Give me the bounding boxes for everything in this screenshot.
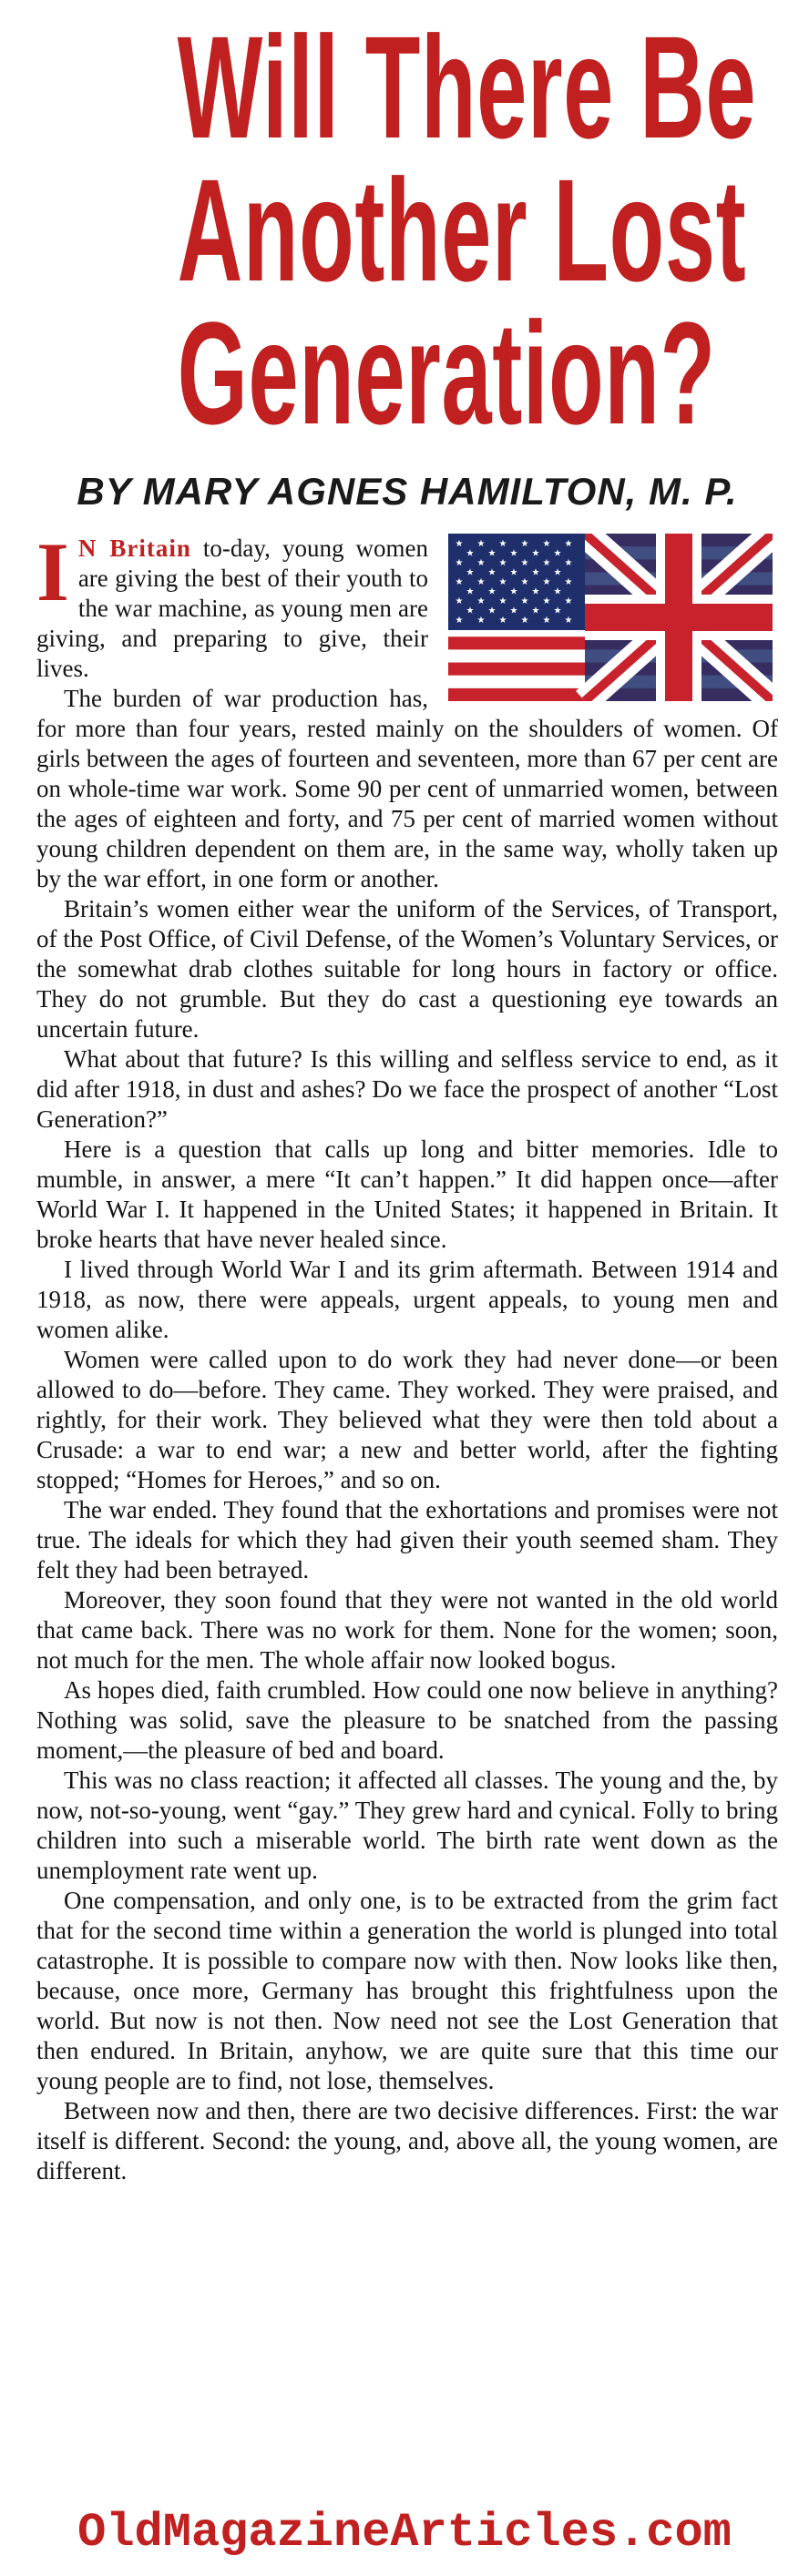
- flag-star: ★: [531, 567, 540, 578]
- flag-star: ★: [498, 616, 507, 626]
- flag-star: ★: [455, 539, 464, 550]
- flag-star: ★: [531, 606, 540, 616]
- flag-star: ★: [509, 606, 518, 616]
- flag-star: ★: [509, 548, 518, 559]
- flag-star: ★: [520, 577, 529, 588]
- headline: [36, 0, 778, 454]
- flag-star: ★: [542, 539, 551, 550]
- flag-star: ★: [498, 558, 507, 569]
- paragraph-10: As hopes died, faith crumbled. How could one now believe in anything? Nothing was solid, save the pleasure to be snatched from the passing moment,—the pleasure of bed and board.: [36, 1676, 778, 1765]
- flag-star: ★: [476, 577, 486, 588]
- flag-star: ★: [564, 577, 573, 588]
- flag-star: ★: [498, 577, 507, 588]
- paragraph-13: Between now and then, there are two decisive differences. First: the war itself is different. Second: the young, and, above all, the young women, are different.: [36, 2097, 778, 2185]
- flag-star: ★: [455, 596, 464, 607]
- flag-star: ★: [542, 558, 551, 569]
- flag-star: ★: [509, 586, 518, 597]
- flag-star: ★: [476, 616, 486, 626]
- flag-star: ★: [455, 577, 464, 588]
- flag-star: ★: [476, 596, 486, 607]
- flag-star: ★: [520, 558, 529, 569]
- flag-star: ★: [520, 596, 529, 607]
- flag-star: ★: [487, 586, 497, 597]
- flag-star: ★: [487, 567, 497, 578]
- flag-star: ★: [553, 606, 562, 616]
- flag-star: ★: [564, 539, 573, 550]
- paragraph-4: What about that future? Is this willing and selfless service to end, as it did after 1918, in dust and ashes? Do we face the prospect of another “Lost Generation?”: [36, 1045, 778, 1134]
- site-watermark: OldMagazineArticles.com: [77, 2506, 732, 2560]
- union-jack-stars-and-stripes-flag-icon: [448, 534, 773, 701]
- paragraph-3: Britain’s women either wear the uniform of the Services, of Transport, of the Post Office, of Civil Defense, of the Women’s Voluntary Services, or the somewhat drab clothes suitable for long hours in factory or office. They do not grumble. But they do cast a questioning eye towards an uncertain future.: [36, 895, 778, 1044]
- flag-star: ★: [564, 616, 573, 626]
- flag-star: ★: [520, 616, 529, 626]
- flag-star: ★: [509, 567, 518, 578]
- flag-star: ★: [553, 567, 562, 578]
- flag-star: ★: [487, 548, 497, 559]
- flag-star: ★: [498, 596, 507, 607]
- paragraph-1-text: to-day, young women are giving the best of their youth to the war machine, as young men are giving, and preparing to give, their lives.: [36, 535, 428, 683]
- flag-star: ★: [553, 548, 562, 559]
- paragraph-5: Here is a question that calls up long and bitter memories. Idle to mumble, in answer, a mere “It can’t happen.” It did happen once—after World War I. It happened in the United States; it happened in Britain. It broke hearts that have never healed since.: [36, 1135, 778, 1254]
- drop-cap: I: [36, 525, 69, 619]
- flag-illustration: [448, 534, 773, 701]
- flag-star: ★: [455, 558, 464, 569]
- flag-star: ★: [553, 586, 562, 597]
- flag-star: ★: [520, 539, 529, 550]
- paragraph-7: Women were called upon to do work they had never done—or been allowed to do—before. They came. They worked. They were praised, and rightly, for their work. They believed what they were then told about a Crusade: a war to end war; a new and better world, after the fighting stopped; “Homes for Heroes,” and so on.: [36, 1346, 778, 1494]
- flag-star: ★: [466, 548, 475, 559]
- paragraph-9: Moreover, they soon found that they were not wanted in the old world that came back. There was no work for them. None for the women; soon, not much for the men. The whole affair now looked bogus.: [36, 1586, 778, 1675]
- paragraph-8: The war ended. They found that the exhortations and promises were not true. The ideals for which they had given their youth seemed sham. They felt they had been betrayed.: [36, 1496, 778, 1584]
- flag-star: ★: [487, 606, 497, 616]
- flag-star: ★: [455, 616, 464, 626]
- flag-star: ★: [498, 539, 507, 550]
- flag-star: ★: [476, 539, 486, 550]
- article-body: [36, 525, 778, 2186]
- flag-star: ★: [476, 558, 486, 569]
- paragraph-6: I lived through World War I and its grim aftermath. Between 1914 and 1918, as now, there were appeals, urgent appeals, to young men and women alike.: [36, 1256, 778, 1344]
- paragraph-2: The burden of war production has, for more than four years, rested mainly on the shoulders of women. Of girls between the ages of fourteen and seventeen, more than 67 per cent are on whole-time war work. Some 90 per cent of unmarried women, between the ages of eighteen and forty, and 75 per cent of married women without young children dependent on them are, in the same way, wholly taken up by the war effort, in one form or another.: [36, 685, 778, 893]
- flag-star: ★: [466, 606, 475, 616]
- byline: BY MARY AGNES HAMILTON, M. P.: [77, 470, 738, 514]
- flag-star: ★: [531, 586, 540, 597]
- flag-star: ★: [542, 616, 551, 626]
- headline-line-2: Another Lost: [177, 148, 747, 311]
- flag-star: ★: [542, 596, 551, 607]
- headline-line-1: Will There Be: [177, 5, 757, 168]
- paragraph-11: This was no class reaction; it affected all classes. The young and the, by now, not-so-young, went “gay.” They grew hard and cynical. Folly to bring children into such a miserable world. The birth rate went down as the unemployment rate went up.: [36, 1767, 778, 1885]
- flag-star: ★: [466, 567, 475, 578]
- paragraph-12: One compensation, and only one, is to be extracted from the grim fact that for the second time within a generation the world is plunged into total catastrophe. It is possible to compare now with then. Now looks like then, because, once more, Germany has brought this frightfulness upon the world. But now is not then. Now need not see the Lost Generation that then endured. In Britain, anyhow, we are quite sure that this time our young people are to find, not lose, themselves.: [36, 1887, 778, 2095]
- flag-star: ★: [531, 548, 540, 559]
- lead-words: N Britain: [77, 535, 191, 563]
- flag-star: ★: [466, 586, 475, 597]
- flag-star: ★: [564, 596, 573, 607]
- headline-line-3: Generation?: [177, 290, 716, 454]
- union-jack-pattern: [585, 534, 773, 701]
- flag-star: ★: [542, 577, 551, 588]
- flag-star: ★: [564, 558, 573, 569]
